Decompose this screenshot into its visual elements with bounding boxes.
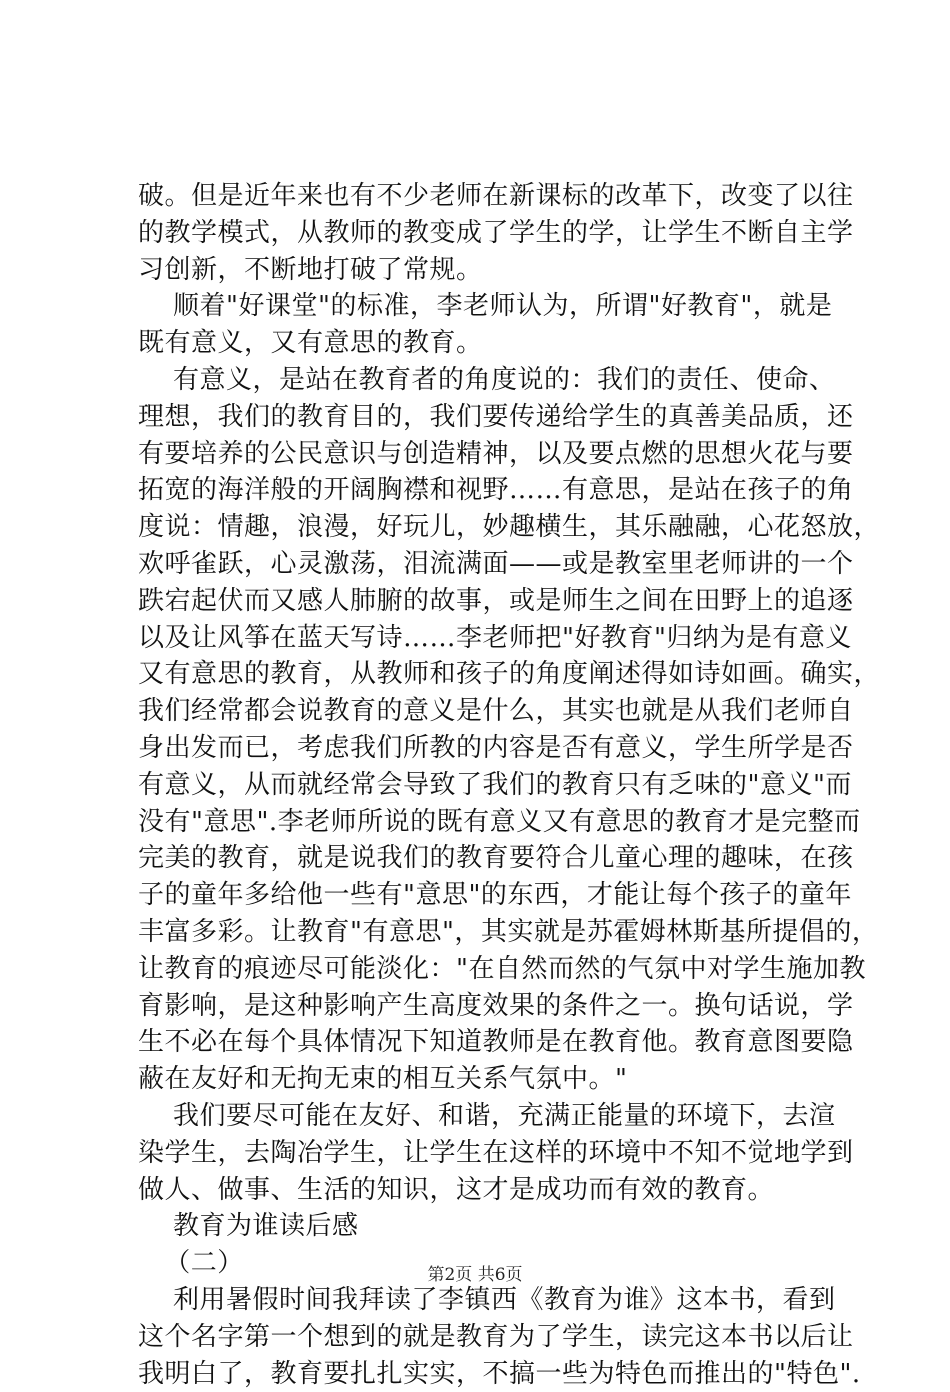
text-line: 顺着"好课堂"的标准，李老师认为，所谓"好教育"，就是	[138, 291, 833, 322]
page-footer: 第2页 共6页	[427, 1265, 523, 1285]
text-line: 的教学模式，从教师的教变成了学生的学，让学生不断自主学	[138, 217, 854, 248]
text-line: 染学生，去陶冶学生，让学生在这样的环境中不知不觉地学到	[138, 1137, 854, 1168]
text-line: 拓宽的海洋般的开阔胸襟和视野……有意思，是站在孩子的角	[138, 475, 854, 506]
text-line: 欢呼雀跃，心灵激荡，泪流满面——或是教室里老师讲的一个	[138, 549, 854, 579]
text-line: 跌宕起伏而又感人肺腑的故事，或是师生之间在田野上的追逐	[138, 585, 854, 616]
text-line: 子的童年多给他一些有"意思"的东西，才能让每个孩子的童年	[138, 880, 852, 911]
text-line: 有意义，从而就经常会导致了我们的教育只有乏味的"意义"而	[138, 769, 852, 800]
text-line: （二）	[138, 1248, 244, 1279]
text-line: 度说：情趣，浪漫，好玩儿，妙趣横生，其乐融融，心花怒放，	[138, 512, 881, 543]
text-line: 丰富多彩。让教育"有意思"，其实就是苏霍姆林斯基所提倡的，	[138, 917, 879, 947]
text-line: 我们经常都会说教育的意义是什么，其实也就是从我们老师自	[138, 696, 854, 727]
text-line: 我们要尽可能在友好、和谐，充满正能量的环境下，去渲	[138, 1101, 836, 1131]
text-line: 破。但是近年来也有不少老师在新课标的改革下，改变了以往	[138, 181, 854, 211]
text-line: 有要培养的公民意识与创造精神，以及要点燃的思想火花与要	[138, 438, 854, 469]
text-line: 完美的教育，就是说我们的教育要符合儿童心理的趣味，在孩	[138, 843, 854, 874]
text-line: 蔽在友好和无拘无束的相互关系气氛中。"	[138, 1064, 628, 1095]
text-line: 我明白了，教育要扎扎实实，不搞一些为特色而推出的"特色".	[138, 1358, 861, 1389]
text-line: 生不必在每个具体情况下知道教师是在教育他。教育意图要隐	[138, 1027, 854, 1058]
text-line: 让教育的痕迹尽可能淡化："在自然而然的气氛中对学生施加教	[138, 953, 866, 984]
text-line: 习创新，不断地打破了常规。	[138, 254, 483, 285]
text-line: 以及让风筝在蓝天写诗……李老师把"好教育"归纳为是有意义	[138, 622, 852, 653]
text-line: 利用暑假时间我拜读了李镇西《教育为谁》这本书，看到	[138, 1285, 836, 1315]
text-line: 既有意义，又有意思的教育。	[138, 328, 483, 359]
text-line: 这个名字第一个想到的就是教育为了学生，读完这本书以后让	[138, 1321, 854, 1352]
text-line: 教育为谁读后感	[138, 1211, 359, 1242]
text-line: 没有"意思".李老师所说的既有意义又有意思的教育才是完整而	[138, 806, 861, 837]
text-line: 有意义，是站在教育者的角度说的：我们的责任、使命、	[138, 365, 836, 395]
text-line: 做人、做事、生活的知识，这才是成功而有效的教育。	[138, 1174, 775, 1205]
text-line: 又有意思的教育，从教师和孩子的角度阐述得如诗如画。确实，	[138, 659, 881, 690]
text-line: 理想，我们的教育目的，我们要传递给学生的真善美品质，还	[138, 401, 854, 432]
text-line: 育影响，是这种影响产生高度效果的条件之一。换句话说，学	[138, 990, 854, 1021]
text-line: 身出发而已，考虑我们所教的内容是否有意义，学生所学是否	[138, 733, 854, 763]
